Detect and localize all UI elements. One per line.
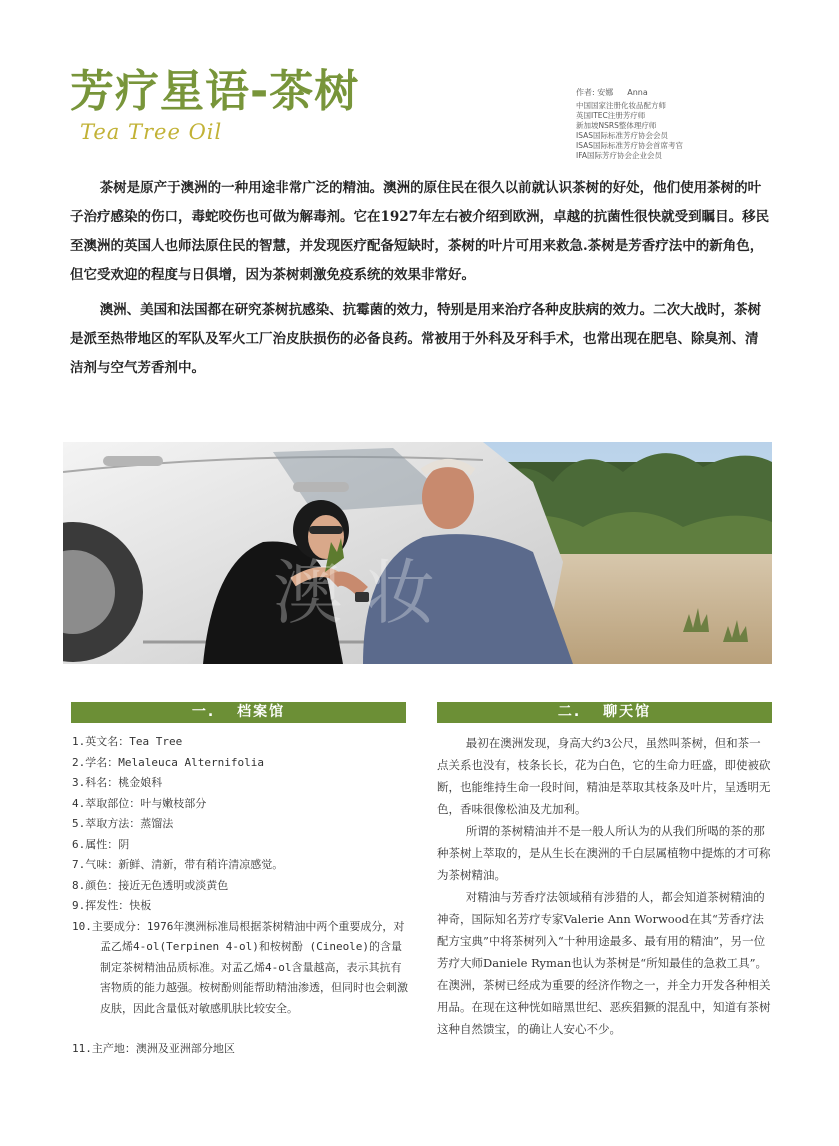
archive-header-number: 一. [191,704,216,720]
chat-text [437,732,771,1040]
archive-item: 1.英文名：Tea Tree [72,735,183,748]
page-subtitle: Tea Tree Oil [80,120,223,144]
archive-item: 5.萃取方法：蒸馏法 [72,817,174,830]
credential: ISAS国际标准芳疗协会首席考官 [576,141,684,150]
credential: 新加坡NSRS整体理疗师 [576,121,657,130]
author-block [576,88,683,161]
credential: ISAS国际标准芳疗协会会员 [576,131,669,140]
author-name-en: Anna [627,88,648,97]
author-name [576,88,683,98]
archive-item: 3.科名：桃金娘科 [72,776,163,789]
intro-text [70,174,770,389]
chat-header-number: 二. [557,704,582,720]
archive-item: 4.萃取部位：叶与嫩枝部分 [72,796,207,810]
photo-watermark: 澳 妆 [273,552,436,634]
author-label: 作者: 安娜 [576,88,614,97]
archive-item: 8.颜色：接近无色透明或淡黄色 [72,878,229,892]
page-title: 芳疗星语-茶树 [70,66,360,117]
credential: IFA国际芳疗协会企业会员 [576,151,662,160]
chat-paragraph: 对精油与芳香疗法领域稍有涉猎的人，都会知道茶树精油的神奇，国际知名芳疗专家Valerie Ann Worwood在其“芳香疗法配方宝典”中将茶树列入“十种用途最多、最有用的精油”，另一位芳疗大师Daniele Ryman也认为茶树是“所知最佳的急救工具”。在澳洲，茶树已经成为重要的经济作物之一，并全力开发各种相关用品。在现在这种恍如暗黑世纪、恶疾猖獗的混乱中，知道有茶树这种自然馈宝，的确让人安心不少。 [437,890,771,1036]
archive-item: 11.主产地：澳洲及亚洲部分地区 [72,1042,235,1055]
archive-item: 2.学名：Melaleuca Alternifolia [72,755,264,769]
archive-item: 9.挥发性：快板 [72,899,152,912]
archive-list [72,732,412,1060]
photo-illustration [63,442,772,664]
intro-paragraph: 澳洲、美国和法国都在研究茶树抗感染、抗霉菌的效力，特别是用来治疗各种皮肤病的效力。二次大战时，茶树是派至热带地区的军队及军火工厂治皮肤损伤的必备良药。常被用于外科及牙科手术，也常出现在肥皂、除臭剂、清洁剂与空气芳香剂中。 [70,302,762,376]
archive-header-title: 档案馆 [237,704,286,720]
credential: 中国国家注册化妆品配方师 [576,101,666,110]
chat-paragraph: 所谓的茶树精油并不是一般人所认为的从我们所喝的茶的那种茶树上萃取的，是从生长在澳洲的千白层属植物中提炼的才可称为茶树精油。 [437,824,771,882]
chat-paragraph: 最初在澳洲发现，身高大约3公尺，虽然叫茶树，但和茶一点关系也没有，枝条长长，花为白色，它的生命力旺盛，即使被砍断，也能维持生命一段时间，精油是萃取其枝条及叶片，呈透明无色，香味很像松油及尤加利。 [437,736,771,816]
chat-header [437,702,772,723]
credential: 英国ITEC注册芳疗师 [576,111,646,120]
chat-header-title: 聊天馆 [603,704,652,720]
archive-item: 7.气味：新鲜、清新，带有稍许清凉感觉。 [72,858,284,871]
intro-paragraph: 茶树是原产于澳洲的一种用途非常广泛的精油。澳洲的原住民在很久以前就认识茶树的好处，他们使用茶树的叶子治疗感染的伤口，毒蛇咬伤也可做为解毒剂。它在1927年左右被介绍到欧洲，卓越的抗菌性很快就受到瞩目。移民至澳洲的英国人也师法原住民的智慧，并发现医疗配备短缺时，茶树的叶片可用来救急.茶树是芳香疗法中的新角色，但它受欢迎的程度与日俱增，因为茶树刺激免疫系统的效果非常好。 [70,180,770,283]
archive-item: 6.属性：阴 [72,837,130,851]
archive-item: 10.主要成分：1976年澳洲标准局根据茶树精油中两个重要成分，对孟乙烯4-ol(Terpinen 4-ol)和桉树酚 (Cineole)的含量制定茶树精油品质标准。对孟乙烯4-ol含量越高，表示其抗有害物质的能力越强。桉树酚则能帮助精油渗透，但同时也会刺激皮肤，因此含量低对敏感肌肤比较安全。 [72,919,408,1015]
photo-people-examining-tea-tree [63,442,772,664]
archive-header [71,702,406,723]
